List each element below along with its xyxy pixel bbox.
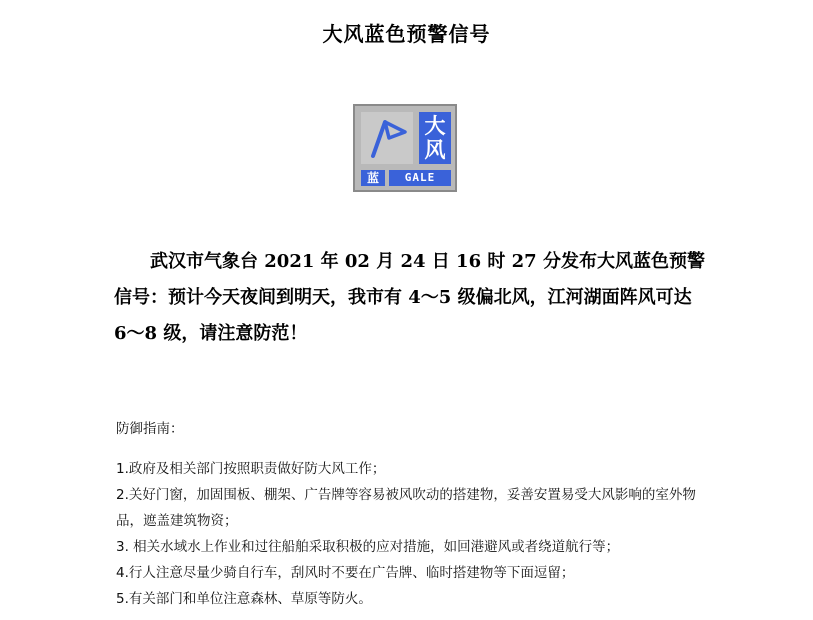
guide-title: 防御指南： (116, 421, 184, 437)
guide-item-3: 3. 相关水域水上作业和过往船舶采取积极的应对措施，如回港避风或者绕道航行等； (116, 539, 620, 555)
warning-announcement: 武汉市气象台 2021 年 02 月 24 日 16 时 27 分发布大风蓝色预警信号：预计今天夜间到明天，我市有 4～5 级偏北风，江河湖面阵风可达 6～8 级，请注意防范！ (114, 251, 705, 344)
guide-item-2: 2.关好门窗，加固围板、棚架、广告牌等容易被风吹动的搭建物，妥善安置易受大风影响的室外物品，遮盖建筑物资； (116, 487, 696, 529)
page-title: 大风蓝色预警信号 (322, 22, 491, 46)
level-label: 蓝 (361, 170, 385, 186)
char-line-1: 大 (424, 114, 446, 138)
flag-panel (361, 112, 413, 164)
flag-icon (361, 112, 413, 164)
guide-item-5: 5.有关部门和单位注意森林、草原等防火。 (116, 591, 372, 607)
guide-item-4: 4.行人注意尽量少骑自行车，刮风时不要在广告牌、临时搭建物等下面逗留； (116, 565, 575, 581)
gale-character-box (419, 112, 451, 164)
defense-guide (116, 416, 716, 612)
char-line-2: 风 (424, 138, 446, 162)
gale-blue-warning-icon (353, 104, 457, 192)
guide-item-1: 1.政府及相关部门按照职责做好防大风工作； (116, 461, 386, 477)
english-label: GALE (389, 170, 451, 186)
